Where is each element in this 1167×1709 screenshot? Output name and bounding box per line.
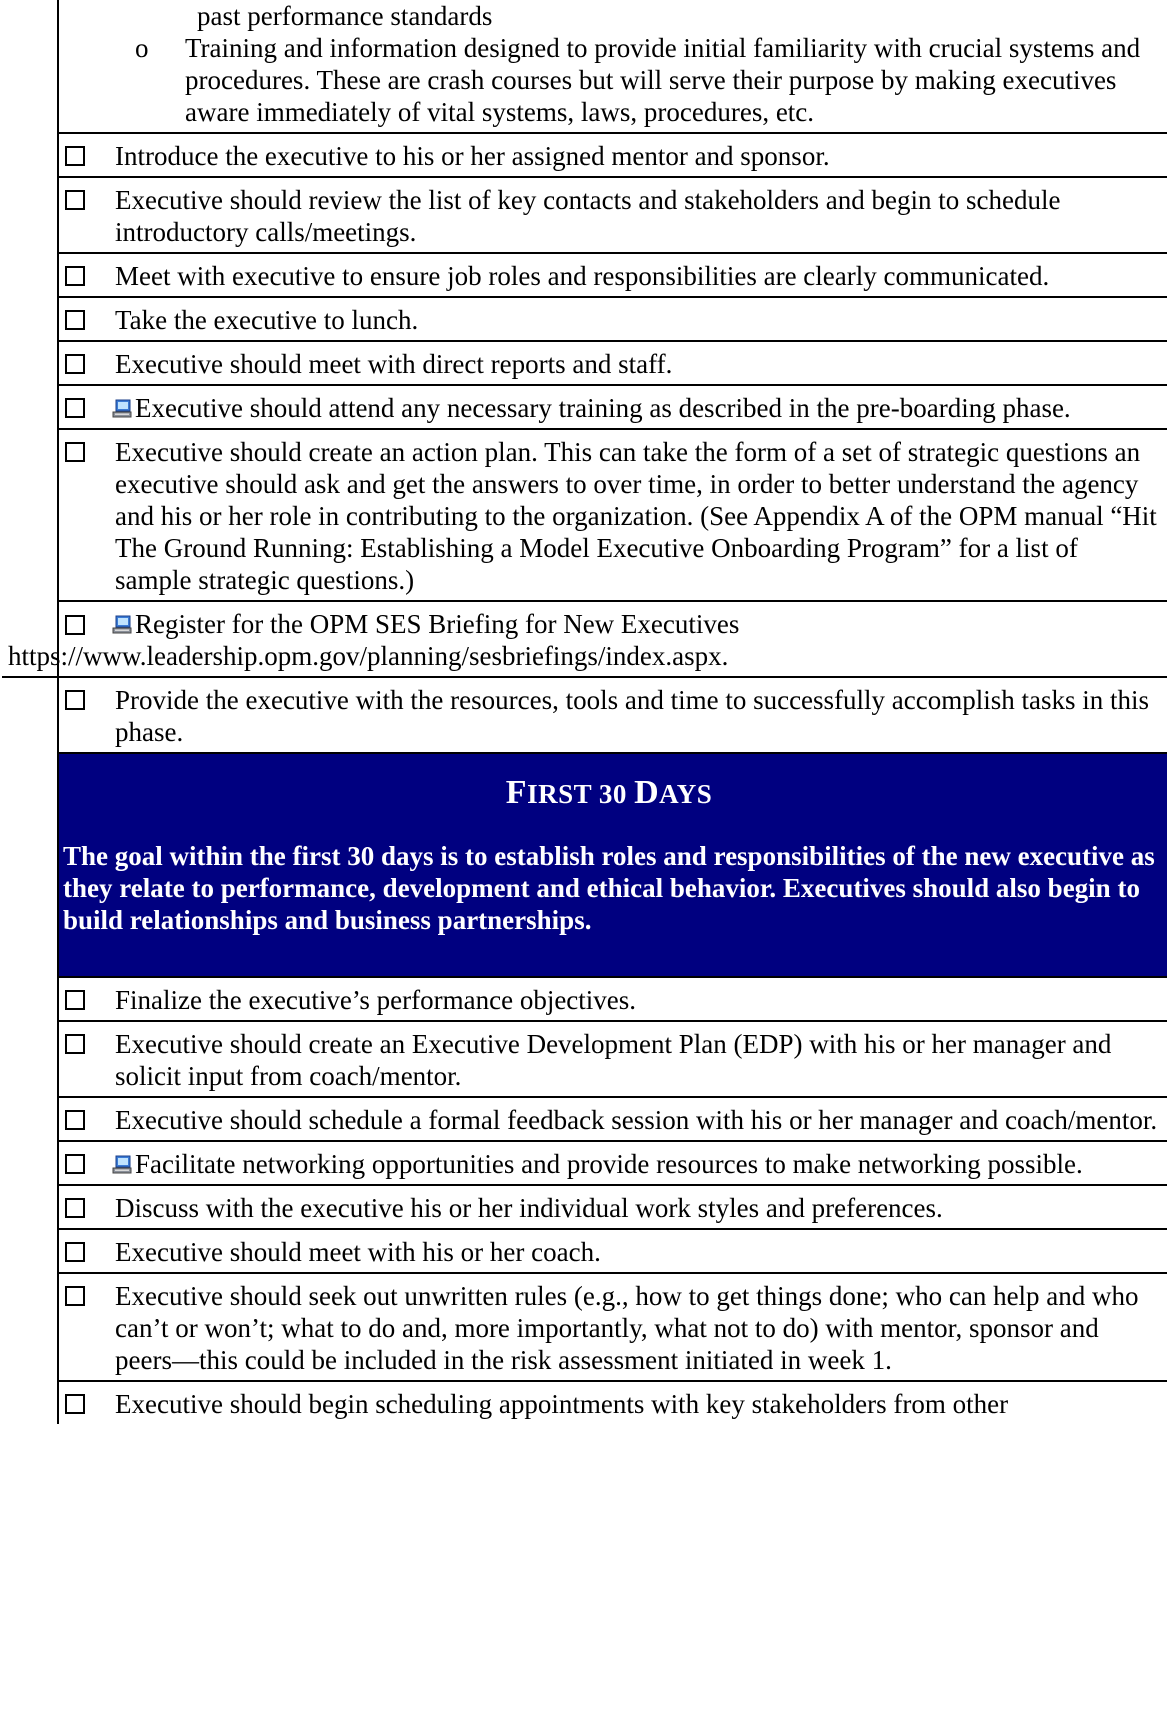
checkbox[interactable] bbox=[65, 190, 85, 210]
checklist-item bbox=[59, 1098, 1167, 1142]
checklist-item bbox=[59, 178, 1167, 254]
checklist-item-content bbox=[115, 1148, 1161, 1180]
checklist-item-text: Finalize the executive’s performance objectives. bbox=[115, 985, 637, 1015]
checkbox[interactable] bbox=[65, 354, 85, 374]
intro-subitem bbox=[135, 32, 1161, 128]
checklist-item bbox=[59, 386, 1167, 430]
title-cap: F bbox=[505, 774, 528, 811]
checklist-item-text: Executive should create an Executive Development Plan (EDP) with his or her manager and solicit input from coach/mentor. bbox=[115, 1029, 1112, 1091]
checklist-item-content bbox=[115, 392, 1161, 424]
checkbox[interactable] bbox=[65, 1394, 85, 1414]
computer-icon bbox=[111, 1155, 133, 1175]
bullet-o: o bbox=[135, 33, 149, 63]
checkbox[interactable] bbox=[65, 398, 85, 418]
checkbox[interactable] bbox=[65, 1242, 85, 1262]
checklist-item bbox=[59, 1274, 1167, 1382]
checkbox[interactable] bbox=[65, 690, 85, 710]
checkbox[interactable] bbox=[65, 442, 85, 462]
checklist-item-text: Executive should begin scheduling appointments with key stakeholders from other bbox=[115, 1389, 1009, 1419]
checklist-item-text: Facilitate networking opportunities and provide resources to make networking possible. bbox=[135, 1149, 1083, 1179]
title-rest: AYS bbox=[659, 779, 713, 809]
intro-lead-text: past performance standards bbox=[197, 1, 493, 31]
checklist-item bbox=[59, 678, 1167, 754]
title-cap: D bbox=[634, 774, 660, 811]
computer-icon bbox=[111, 615, 133, 635]
checkbox[interactable] bbox=[65, 146, 85, 166]
checkbox[interactable] bbox=[65, 310, 85, 330]
checklist-item-text: Executive should create an action plan. This can take the form of a set of strategic questions an executive should ask and get the answers to over time, in order to better understand the agency and his or her role in contributing to the organization. (See Appendix A of the OPM manual “Hit The Ground Running: Establishing a Model Executive Onboarding Program” for a list of sample strategic questions.) bbox=[115, 437, 1157, 595]
checklist-item bbox=[59, 978, 1167, 1022]
checklist-item bbox=[59, 430, 1167, 602]
checklist-item-text: Executive should schedule a formal feedback session with his or her manager and coach/mentor. bbox=[115, 1105, 1158, 1135]
title-rest: IRST 30 bbox=[527, 779, 635, 809]
checklist-item-text: Provide the executive with the resources, tools and time to successfully accomplish tasks in this phase. bbox=[115, 685, 1150, 747]
checklist-item bbox=[59, 1186, 1167, 1230]
checkbox[interactable] bbox=[65, 266, 85, 286]
checklist-item bbox=[59, 134, 1167, 178]
checkbox[interactable] bbox=[65, 1198, 85, 1218]
checklist-item bbox=[59, 254, 1167, 298]
checklist-item-register bbox=[2, 602, 1167, 678]
checklist-item-text: Take the executive to lunch. bbox=[115, 305, 419, 335]
intro-subitem-text: Training and information designed to provide initial familiarity with crucial systems and procedures. These are crash courses but will serve their purpose by making executives aware immediately of vital systems, laws, procedures, etc. bbox=[185, 33, 1141, 127]
computer-icon bbox=[111, 399, 133, 419]
section-title bbox=[63, 774, 1155, 812]
checklist-item-text: Executive should attend any necessary training as described in the pre-boarding phase. bbox=[135, 393, 1071, 423]
checklist-item-text: Executive should meet with his or her coach. bbox=[115, 1237, 601, 1267]
checklist-item-text: Discuss with the executive his or her individual work styles and preferences. bbox=[115, 1193, 943, 1223]
checkbox[interactable] bbox=[65, 615, 85, 635]
checkbox[interactable] bbox=[65, 1034, 85, 1054]
checklist-item bbox=[59, 342, 1167, 386]
register-text: Register for the OPM SES Briefing for New Executives bbox=[135, 609, 740, 639]
checklist-item-text: Introduce the executive to his or her assigned mentor and sponsor. bbox=[115, 141, 830, 171]
section-goal-text: The goal within the first 30 days is to establish roles and responsibilities of the new executive as they relate to performance, development and ethical behavior. Executives should also begin to build relationships and business partnerships. bbox=[63, 841, 1155, 935]
checklist-item-text: Meet with executive to ensure job roles and responsibilities are clearly communicated. bbox=[115, 261, 1050, 291]
checkbox[interactable] bbox=[65, 1154, 85, 1174]
checkbox[interactable] bbox=[65, 1110, 85, 1130]
section-first-30-days bbox=[59, 754, 1167, 978]
checkbox[interactable] bbox=[65, 990, 85, 1010]
intro-row bbox=[59, 0, 1167, 134]
register-link[interactable]: https://www.leadership.opm.gov/planning/sesbriefings/index.aspx. bbox=[8, 641, 729, 671]
checklist-item bbox=[59, 298, 1167, 342]
checklist-table bbox=[8, 0, 1167, 1424]
checkbox[interactable] bbox=[65, 1286, 85, 1306]
checklist-item-text: Executive should meet with direct reports and staff. bbox=[115, 349, 673, 379]
checklist-item-text: Executive should review the list of key contacts and stakeholders and begin to schedule introductory calls/meetings. bbox=[115, 185, 1061, 247]
checklist-item bbox=[59, 1230, 1167, 1274]
checklist-item bbox=[59, 1022, 1167, 1098]
checklist-item-text: Executive should seek out unwritten rules (e.g., how to get things done; who can help and who can’t or won’t; what to do and, more importantly, what not to do) with mentor, sponsor and peers—this could be included in the risk assessment initiated in week 1. bbox=[115, 1281, 1139, 1375]
checklist-item bbox=[59, 1382, 1167, 1424]
checklist-item bbox=[59, 1142, 1167, 1186]
